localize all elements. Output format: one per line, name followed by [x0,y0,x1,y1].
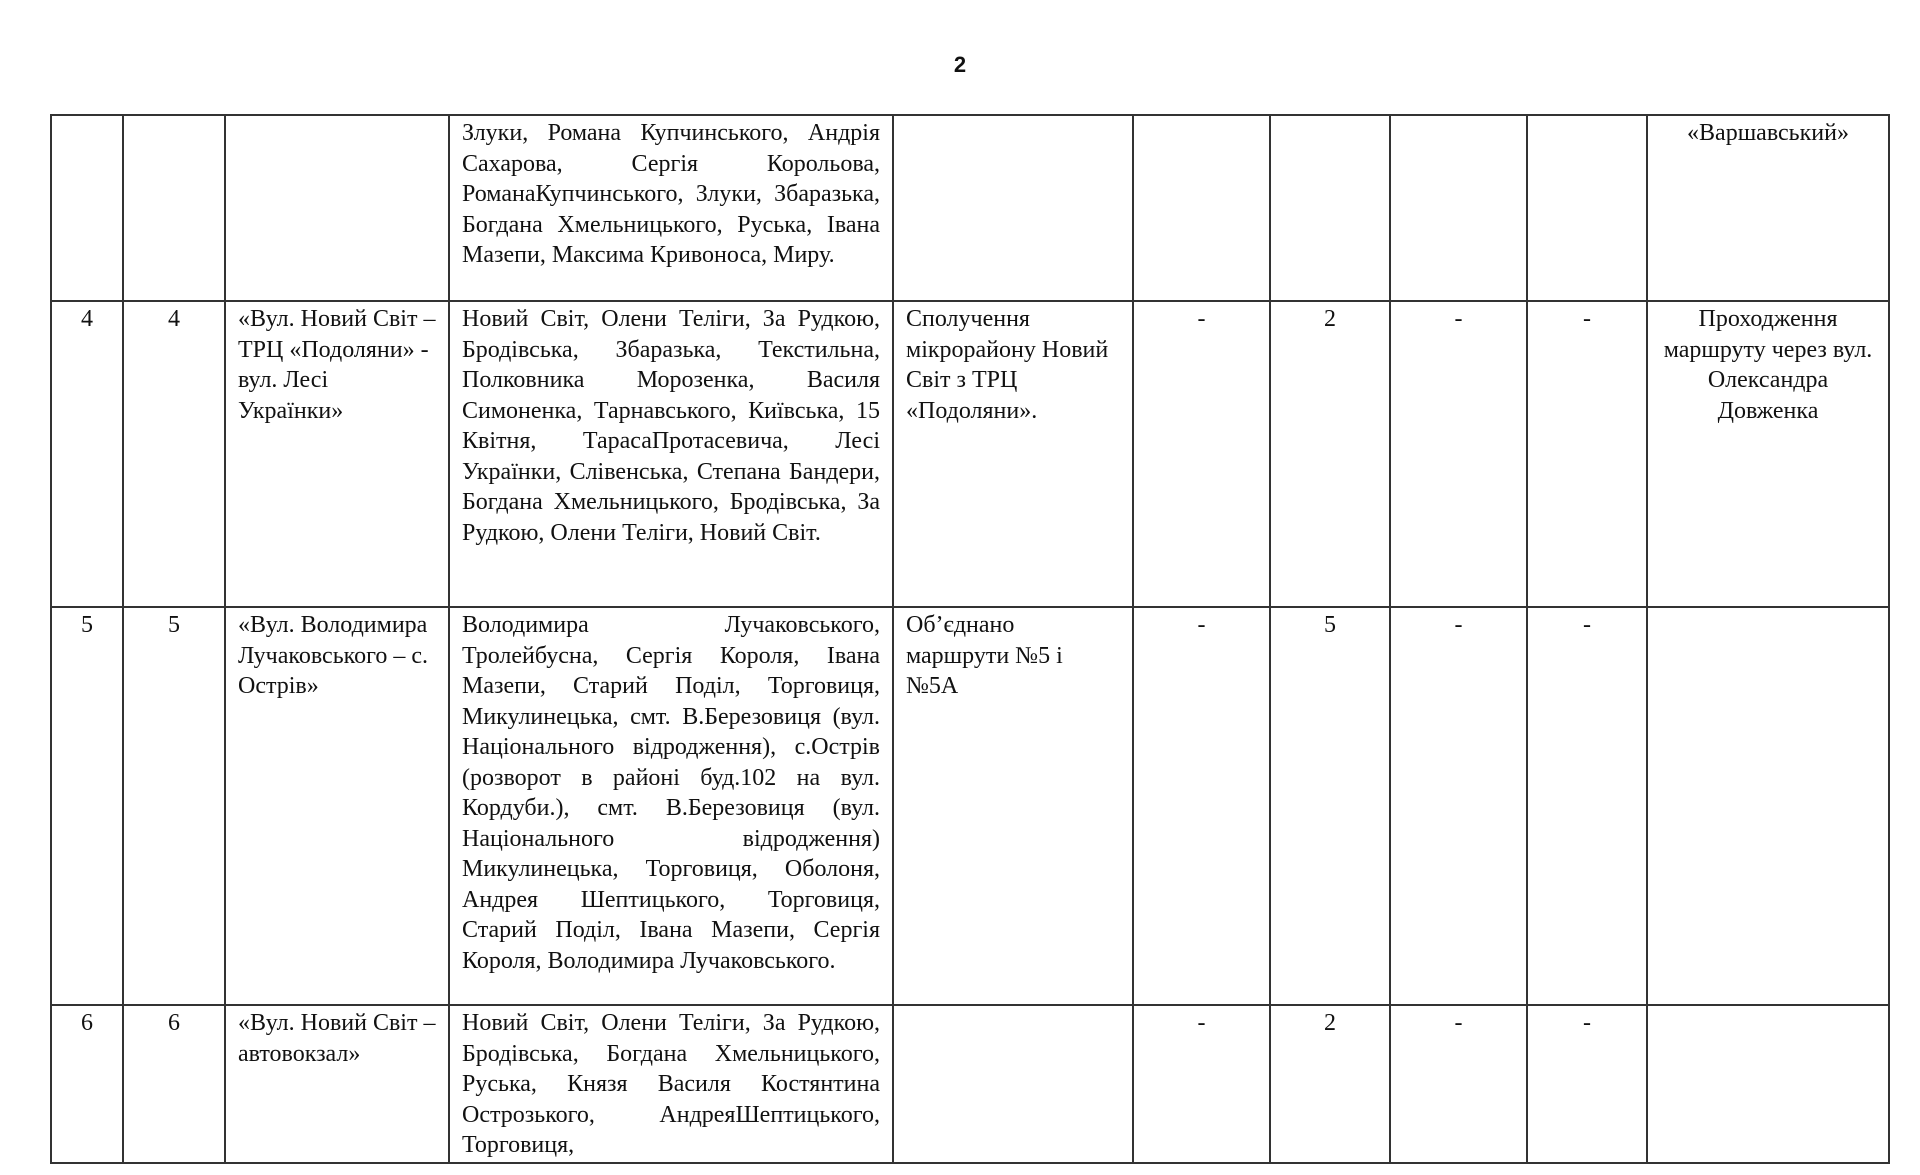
route-streets-cell: Володимира Лучаковського, Тролейбусна, Сергія Короля, Івана Мазепи, Старий Поділ, Торговиця, Микулинецька, смт. В.Березовиця (вул. Національного відродження), с.Острів (розворот в районі буд.102 на вул. Кордуби.), смт. В.Березовиця (вул. Національного відродження) Микулинецька, Торговиця, Оболоня, Андрея Шептицького, Торговиця, Старий Поділ, Івана Мазепи, Сергія Короля, Володимира Лучаковського. [449,607,893,1005]
page-number: 2 [953,52,967,77]
route-number-cell [51,115,123,301]
route-streets-cell: Новий Світ, Олени Теліги, За Рудкою, Бродівська, Збаразька, Текстильна, Полковника Морозенка, Василя Симоненка, Тарнавського, Київська, 15 Квітня, ТарасаПротасевича, Лесі Українки, Слівенська, Степана Бандери, Богдана Хмельницького, Бродівська, За Рудкою, Олени Теліги, Новий Світ. [449,301,893,607]
route-purpose-cell: Сполучення мікрорайону Новий Світ з ТРЦ «Подоляни». [893,301,1133,607]
value-cell-9: - [1527,301,1647,607]
route-name-cell: «Вул. Новий Світ – ТРЦ «Подоляни» - вул. Лесі Українки» [225,301,449,607]
value-cell-7: 2 [1270,301,1390,607]
route-note-cell [1647,607,1889,1005]
table-row [51,301,1889,607]
value-cell-9 [1527,115,1647,301]
value-cell-9: - [1527,607,1647,1005]
route-note-cell [1647,1005,1889,1163]
route-name-cell: «Вул. Володимира Лучаковського – с. Острів» [225,607,449,1005]
value-cell-6: - [1133,607,1270,1005]
route-number-cell: 5 [51,607,123,1005]
route-number-secondary-cell [123,115,225,301]
value-cell-7: 5 [1270,607,1390,1005]
route-number-secondary-cell: 4 [123,301,225,607]
value-cell-8: - [1390,301,1527,607]
route-streets-cell: Злуки, Романа Купчинського, Андрія Сахарова, Сергія Корольова, РоманаКупчинського, Злуки, Збаразька, Богдана Хмельницького, Руська, Івана Мазепи, Максима Кривоноса, Миру. [449,115,893,301]
value-cell-8: - [1390,1005,1527,1163]
route-note-cell: Проходження маршруту через вул. Олександра Довженка [1647,301,1889,607]
value-cell-7 [1270,115,1390,301]
route-note-cell: «Варшавський» [1647,115,1889,301]
value-cell-8 [1390,115,1527,301]
route-number-cell: 4 [51,301,123,607]
route-number-secondary-cell: 5 [123,607,225,1005]
route-purpose-cell: Об’єднано маршрути №5 і №5А [893,607,1133,1005]
value-cell-6: - [1133,301,1270,607]
route-number-cell: 6 [51,1005,123,1163]
value-cell-9: - [1527,1005,1647,1163]
route-name-cell: «Вул. Новий Світ – автовокзал» [225,1005,449,1163]
value-cell-7: 2 [1270,1005,1390,1163]
routes-table [50,114,1890,1164]
value-cell-8: - [1390,607,1527,1005]
route-name-cell [225,115,449,301]
route-purpose-cell [893,115,1133,301]
route-streets-cell: Новий Світ, Олени Теліги, За Рудкою, Бродівська, Богдана Хмельницького, Руська, Князя Василя Костянтина Острозького, АндреяШептицького, Торговиця, [449,1005,893,1163]
table-row [51,1005,1889,1163]
table-row [51,115,1889,301]
value-cell-6 [1133,115,1270,301]
table-row [51,607,1889,1005]
route-purpose-cell [893,1005,1133,1163]
value-cell-6: - [1133,1005,1270,1163]
route-number-secondary-cell: 6 [123,1005,225,1163]
